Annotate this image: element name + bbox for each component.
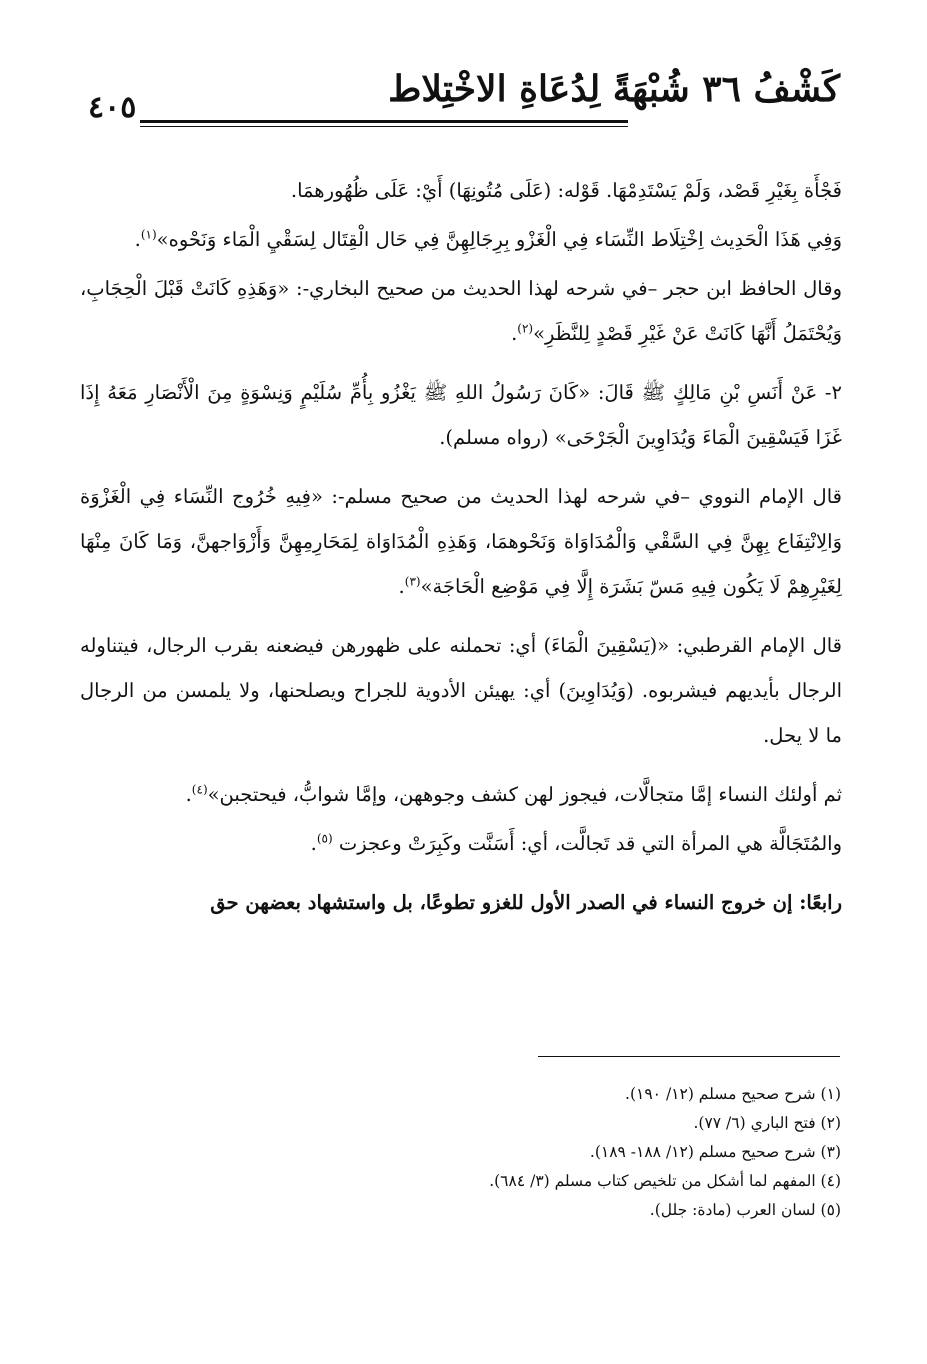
book-title: كَشْفُ ٣٦ شُبْهَةً لِدُعَاةِ الاخْتِلاط	[388, 68, 840, 110]
paragraph-text: قال الإمام القرطبي: «(يَسْقِينَ الْمَاءَ) أي: تحملنه على ظهورهن فيضعنه بقرب الرجال، فيتناوله الرجال بأيديهم فيشربوه. (وَيُدَاوِينَ) أي: يهيئن الأدوية للجراح ويصلحنها، ولا يلمسن من الرجال ما لا يحل.	[80, 634, 842, 747]
footnote-1: (١) شرح صحيح مسلم (١٢/ ١٩٠).	[625, 1085, 841, 1103]
footnote-ref: (٢)	[517, 321, 534, 336]
paragraph-text: فَجْأَة بِغَيْرِ قَصْد، وَلَمْ يَسْتَدِمْهَا. قَوْله: (عَلَى مُتُونِهَا) أَيْ: عَلَى ظُهُورهمَا.	[290, 179, 842, 202]
paragraph-2: وَفِي هَذَا الْحَدِيث اِخْتِلَاط النِّسَاء فِي الْغَزْو بِرِجَالِهِنَّ فِي حَال الْقِتَال لِسَقْيِ الْمَاء وَنَحْوه»$^{(١)}$.	[134, 227, 842, 251]
footnote-5: (٥) لسان العرب (مادة: جلل).	[649, 1201, 841, 1219]
paragraph-3: وقال الحافظ ابن حجر –في شرحه لهذا الحديث من صحيح البخاري-: «وَهَذِهِ كَانَتْ قَبْلَ الْحِجَابِ، وَيُحْتَمَلُ أَنَّهَا كَانَتْ عَنْ غَيْرِ قَصْدٍ لِلنَّظَرِ»$^{(٢)}$.	[80, 277, 842, 345]
footnote-ref: (٥)	[316, 831, 333, 846]
paragraph-6	[80, 623, 842, 758]
paragraph-7: ثم أولئك النساء إمَّا متجالَّات، فيجوز لهن كشف وجوههن، وإمَّا شوابُّ، فيحتجبن»$^{(٤)}$.	[185, 782, 842, 806]
paragraph-9	[80, 880, 842, 925]
footnote-ref: (١)	[140, 227, 157, 242]
footnote-3: (٣) شرح صحيح مسلم (١٢/ ١٨٨- ١٨٩).	[589, 1143, 841, 1161]
paragraph-text: ٢- عَنْ أَنَسِ بْنِ مَالِكٍ ﷺ قَالَ: «كَانَ رَسُولُ اللهِ ﷺ يَغْزُو بِأُمِّ سُلَيْمٍ وَنِسْوَةٍ مِنَ الْأَنْصَارِ مَعَهُ إِذَا غَزَا فَيَسْقِينَ الْمَاءَ وَيُدَاوِينَ الْجَرْحَى» (رواه مسلم).	[80, 381, 842, 449]
paragraph-text: رابعًا: إن خروج النساء في الصدر الأول للغزو تطوعًا، بل واستشهاد بعضهن حق	[210, 891, 842, 914]
paragraph-4	[80, 370, 842, 460]
paragraph-text: وَفِي هَذَا الْحَدِيث اِخْتِلَاط النِّسَاء فِي الْغَزْو بِرِجَالِهِنَّ فِي حَال الْقِتَال لِسَقْيِ الْمَاء وَنَحْوه»	[156, 228, 842, 251]
footnotes	[241, 1080, 841, 1225]
paragraph-text: والمُتَجَالَّة هي المرأة التي قد تَجالَّت، أي: أَسَنَّت وكَبِرَتْ وعجزت	[338, 832, 842, 855]
main-text	[80, 168, 842, 939]
footnote-4: (٤) المفهم لما أشكل من تلخيص كتاب مسلم (٣/ ٦٨٤).	[489, 1172, 841, 1190]
footnote-2: (٢) فتح الباري (٦/ ٧٧).	[693, 1114, 841, 1132]
footnote-ref: (٤)	[191, 782, 208, 797]
paragraph-text: قال الإمام النووي –في شرحه لهذا الحديث من صحيح مسلم-: «فِيهِ خُرُوج النِّسَاء فِي الْغَزْوَة وَالِانْتِفَاع بِهِنَّ فِي السَّقْي وَالْمُدَاوَاة وَنَحْوهمَا، وَهَذِهِ الْمُدَاوَاة لِمَحَارِمِهِنَّ وَأَزْوَاجهنَّ، وَمَا كَانَ مِنْهَا لِغَيْرِهِمْ لَا يَكُون فِيهِ مَسّ بَشَرَة إِلَّا فِي مَوْضِع الْحَاجَة»	[80, 485, 842, 598]
page-number: ٤٠٥	[88, 90, 137, 125]
header-rule	[140, 120, 628, 123]
header-rule-thin	[140, 126, 628, 127]
paragraph-text: ثم أولئك النساء إمَّا متجالَّات، فيجوز لهن كشف وجوههن، وإمَّا شوابُّ، فيحتجبن»	[207, 783, 842, 806]
footnote-separator	[538, 1056, 840, 1057]
paragraph-1	[80, 168, 842, 213]
footnote-ref: (٣)	[404, 574, 421, 589]
paragraph-8: والمُتَجَالَّة هي المرأة التي قد تَجالَّت، أي: أَسَنَّت وكَبِرَتْ وعجزت $^{(٥)}$.	[310, 831, 842, 855]
paragraph-5: قال الإمام النووي –في شرحه لهذا الحديث من صحيح مسلم-: «فِيهِ خُرُوج النِّسَاء فِي الْغَزْوَة وَالِانْتِفَاع بِهِنَّ فِي السَّقْي وَالْمُدَاوَاة وَنَحْوهمَا، وَهَذِهِ الْمُدَاوَاة لِمَحَارِمِهِنَّ وَأَزْوَاجهنَّ، وَمَا كَانَ مِنْهَا لِغَيْرِهِمْ لَا يَكُون فِيهِ مَسّ بَشَرَة إِلَّا فِي مَوْضِع الْحَاجَة»$^{(٣)}$.	[80, 485, 842, 598]
page-header	[88, 68, 840, 138]
paragraph-text: وقال الحافظ ابن حجر –في شرحه لهذا الحديث من صحيح البخاري-: «وَهَذِهِ كَانَتْ قَبْلَ الْحِجَابِ، وَيُحْتَمَلُ أَنَّهَا كَانَتْ عَنْ غَيْرِ قَصْدٍ لِلنَّظَرِ»	[80, 277, 842, 345]
